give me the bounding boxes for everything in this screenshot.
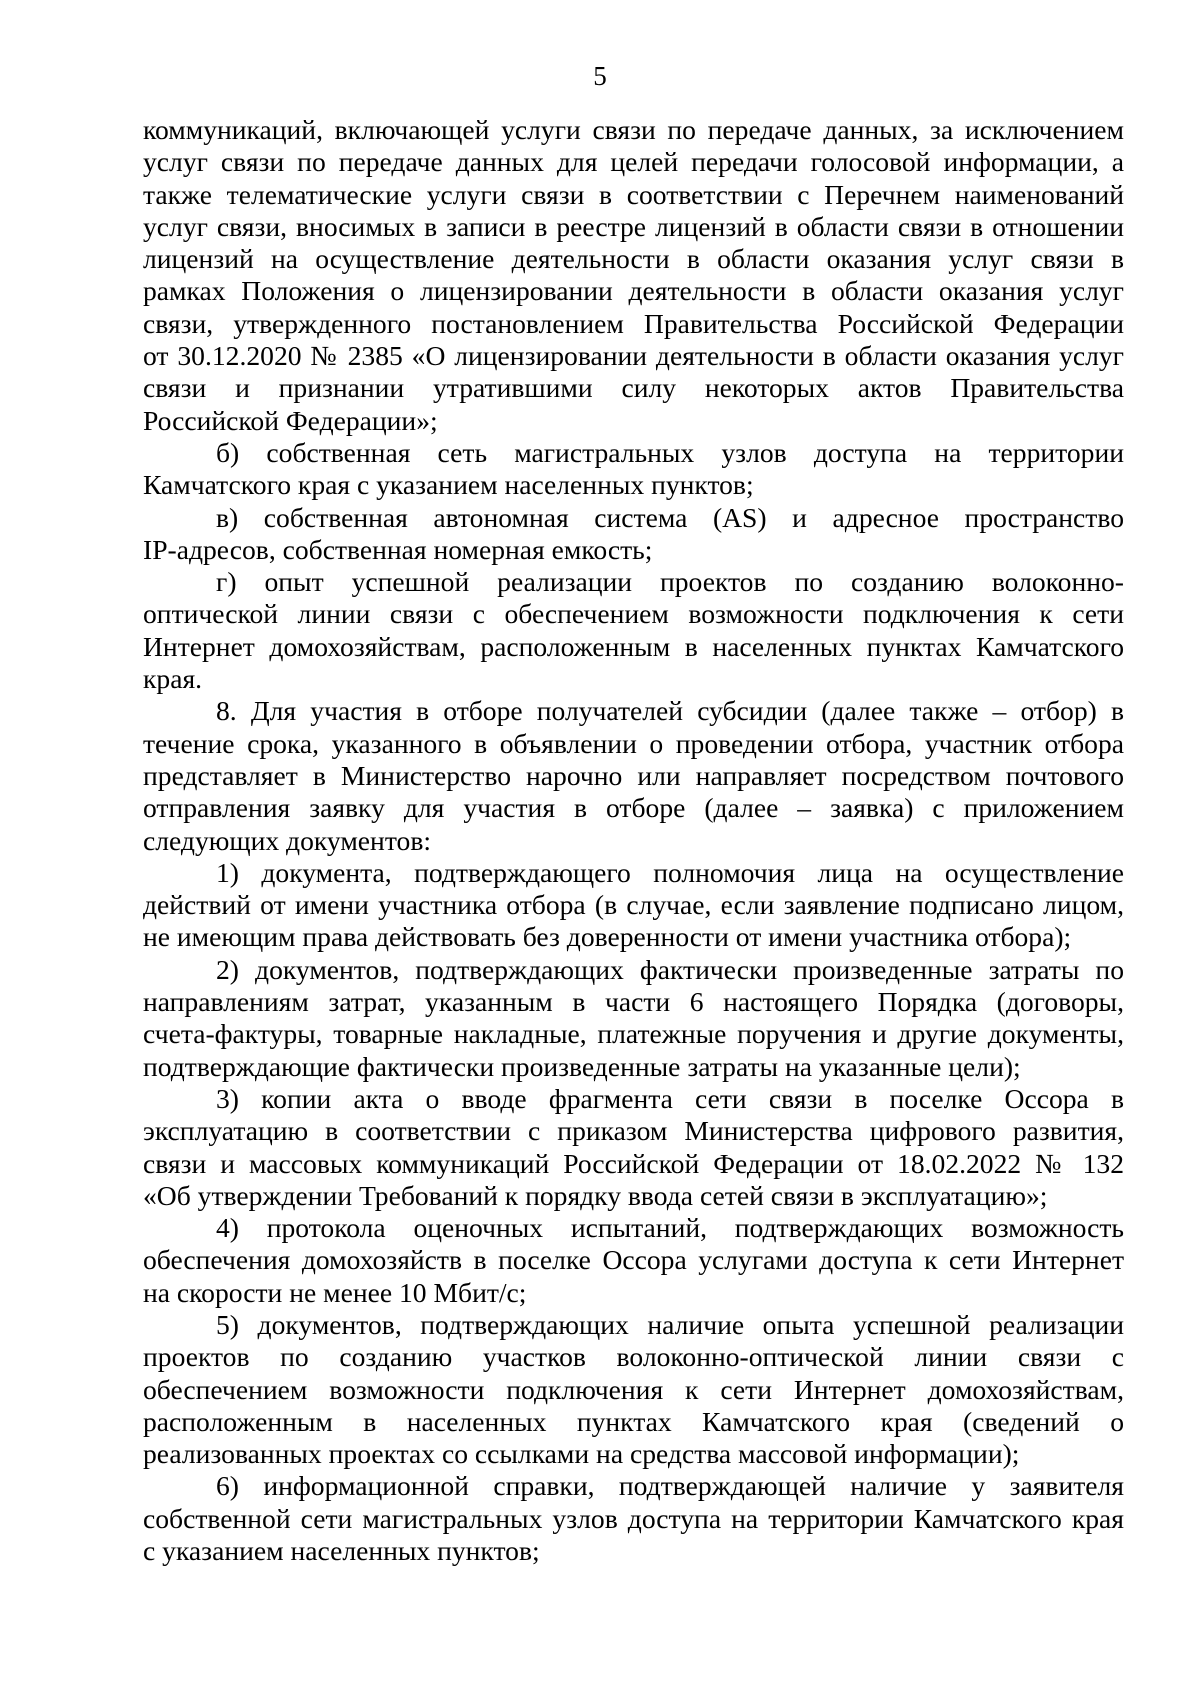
- paragraph-line: услуг связи по передаче данных для целей передачи голосовой информации, а: [143, 146, 1124, 178]
- paragraph-line: счета-фактуры, товарные накладные, платежные поручения и другие документы,: [143, 1018, 1124, 1050]
- paragraph-line: 8. Для участия в отборе получателей субсидии (далее также – отбор) в: [216, 695, 1124, 727]
- paragraph-line: коммуникаций, включающей услуги связи по передаче данных, за исключением: [143, 114, 1124, 145]
- paragraph-line: реализованных проектах со ссылками на средства массовой информации);: [143, 1438, 1020, 1470]
- document-paragraph: [143, 954, 1124, 1083]
- paragraph-line: Интернет домохозяйствам, расположенным в населенных пунктах Камчатского: [143, 630, 1124, 662]
- paragraph-line: лицензий на осуществление деятельности в области оказания услуг связи в: [143, 243, 1124, 275]
- paragraph-line: отправления заявку для участия в отборе (далее – заявка) с приложением: [143, 792, 1124, 824]
- paragraph-line: проектов по созданию участков волоконно-оптической линии связи с: [143, 1341, 1124, 1373]
- document-paragraph: [143, 114, 1124, 437]
- paragraph-line: услуг связи, вносимых в записи в реестре лицензий в области связи в отношении: [143, 210, 1124, 242]
- paragraph-line: течение срока, указанного в объявлении о проведении отбора, участник отбора: [143, 727, 1124, 759]
- paragraph-line: с указанием населенных пунктов;: [143, 1535, 540, 1567]
- paragraph-line: не имеющим права действовать без доверенности от имени участника отбора);: [143, 921, 1072, 953]
- paragraph-line: 4) протокола оценочных испытаний, подтверждающих возможность: [216, 1212, 1124, 1244]
- document-paragraph: [143, 1309, 1124, 1470]
- paragraph-line: представляет в Министерство нарочно или направляет посредством почтового: [143, 759, 1124, 791]
- paragraph-line: IP-адресов, собственная номерная емкость;: [143, 533, 653, 565]
- paragraph-line: подтверждающие фактически произведенные затраты на указанные цели);: [143, 1050, 1021, 1082]
- paragraph-line: эксплуатацию в соответствии с приказом Министерства цифрового развития,: [143, 1115, 1124, 1147]
- paragraph-line: б) собственная сеть магистральных узлов доступа на территории: [216, 436, 1124, 468]
- paragraph-line: в) собственная автономная система (AS) и адресное пространство: [216, 501, 1124, 533]
- paragraph-line: связи, утвержденного постановлением Правительства Российской Федерации: [143, 307, 1124, 339]
- page-number: 5: [593, 61, 607, 91]
- paragraph-line: Камчатского края с указанием населенных пунктов;: [143, 469, 754, 501]
- document-body: [143, 114, 1124, 1567]
- paragraph-line: г) опыт успешной реализации проектов по созданию волоконно-: [216, 566, 1124, 598]
- paragraph-line: действий от имени участника отбора (в случае, если заявление подписано лицом,: [143, 889, 1124, 921]
- paragraph-line: «Об утверждении Требований к порядку ввода сетей связи в эксплуатацию»;: [143, 1179, 1048, 1211]
- paragraph-line: связи и признании утратившими силу некоторых актов Правительства: [143, 372, 1124, 404]
- paragraph-line: рамках Положения о лицензировании деятельности в области оказания услуг: [143, 275, 1124, 307]
- paragraph-line: расположенным в населенных пунктах Камчатского края (сведений о: [143, 1405, 1124, 1437]
- document-paragraph: [143, 1083, 1124, 1212]
- document-paragraph: [143, 566, 1124, 695]
- document-paragraph: [143, 1212, 1124, 1309]
- document-paragraph: [143, 857, 1124, 954]
- paragraph-line: 2) документов, подтверждающих фактически произведенные затраты по: [216, 953, 1124, 985]
- paragraph-line: обеспечением возможности подключения к сети Интернет домохозяйствам,: [143, 1373, 1124, 1405]
- paragraph-line: также телематические услуги связи в соответствии с Перечнем наименований: [143, 178, 1124, 210]
- paragraph-line: 1) документа, подтверждающего полномочия лица на осуществление: [216, 856, 1124, 888]
- paragraph-line: направлениям затрат, указанным в части 6 настоящего Порядка (договоры,: [143, 986, 1124, 1018]
- paragraph-line: обеспечения домохозяйств в поселке Оссора услугами доступа к сети Интернет: [143, 1244, 1124, 1276]
- paragraph-line: края.: [143, 663, 203, 695]
- paragraph-line: связи и массовых коммуникаций Российской Федерации от 18.02.2022 № 132: [143, 1147, 1124, 1179]
- paragraph-line: на скорости не менее 10 Мбит/с;: [143, 1276, 527, 1308]
- document-paragraph: [143, 1470, 1124, 1567]
- paragraph-line: 6) информационной справки, подтверждающей наличие у заявителя: [216, 1470, 1124, 1502]
- document-paragraph: [143, 695, 1124, 856]
- paragraph-line: Российской Федерации»;: [143, 404, 438, 436]
- paragraph-line: 3) копии акта о вводе фрагмента сети связи в поселке Оссора в: [216, 1082, 1124, 1114]
- document-paragraph: [143, 502, 1124, 567]
- paragraph-line: от 30.12.2020 № 2385 «О лицензировании деятельности в области оказания услуг: [143, 340, 1124, 372]
- document-paragraph: [143, 437, 1124, 502]
- paragraph-line: оптической линии связи с обеспечением возможности подключения к сети: [143, 598, 1124, 630]
- paragraph-line: следующих документов:: [143, 824, 432, 856]
- paragraph-line: собственной сети магистральных узлов доступа на территории Камчатского края: [143, 1502, 1124, 1534]
- paragraph-line: 5) документов, подтверждающих наличие опыта успешной реализации: [216, 1308, 1124, 1340]
